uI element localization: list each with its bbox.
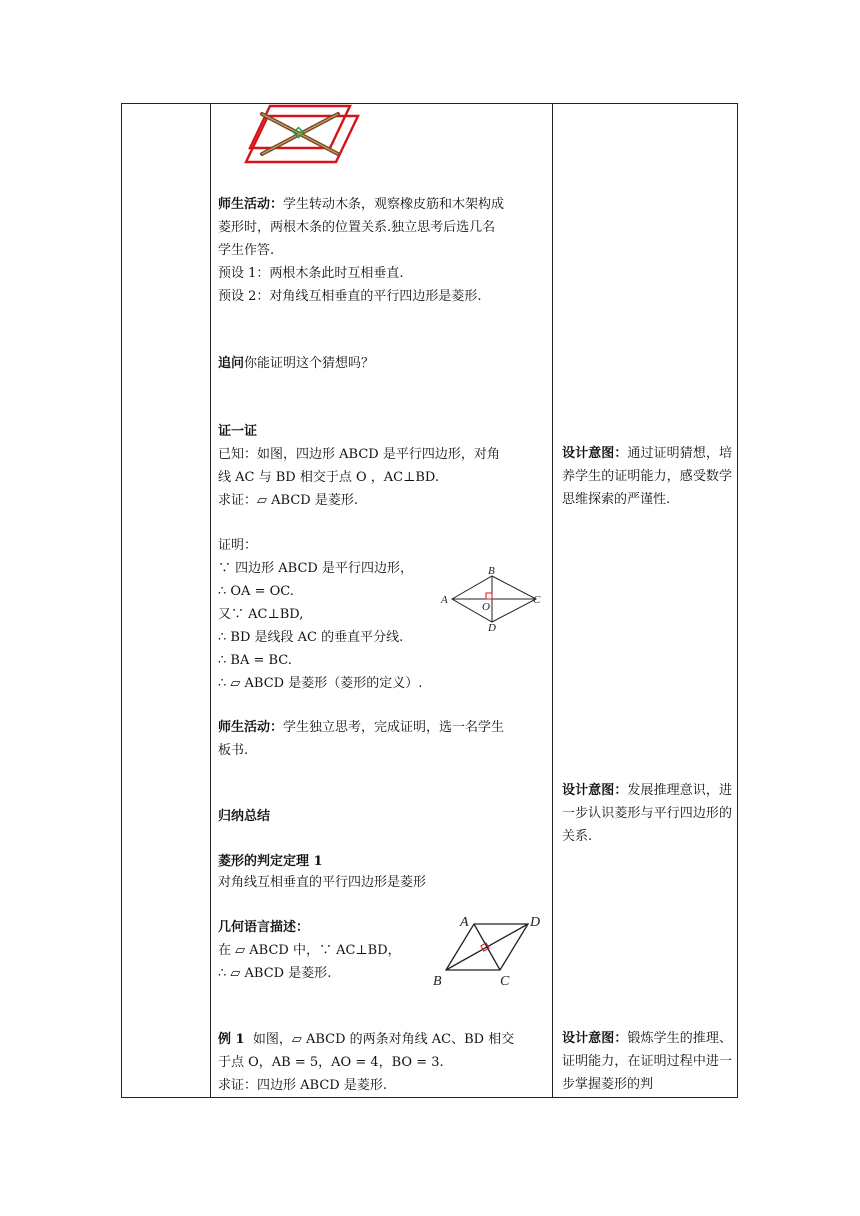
example-line: 求证：四边形 ABCD 是菱形. [218,1078,387,1093]
figure2-label-d: D [530,915,541,930]
design-intent-label: 设计意图： [562,783,628,798]
given-line-2: 线 AC 与 BD 相交于点 O ，AC⊥BD. [218,470,439,485]
design-intent-text: 通过证明猜想，培养学生的证明能力，感受数学思维探索的严谨性. [562,446,732,507]
proof-step: ∴ ▱ ABCD 是菱形（菱形的定义）. [218,676,423,691]
figure2-label-b: B [433,974,442,989]
teacher-activity-line: 菱形时，两根木条的位置关系.独立思考后选几名 [218,220,496,235]
teacher-activity-line: 学生作答. [218,243,275,258]
figure1-label-c: C [533,594,541,606]
teacher-activity-1 [218,195,504,215]
theorem-title: 菱形的判定定理 1 [218,854,323,869]
design-intent-text: 发展推理意识，进一步认识菱形与平行四边形的关系. [562,783,732,844]
proof-step: ∴ BD 是线段 AC 的垂直平分线. [218,630,404,645]
rhombus-figure-2 [430,910,548,990]
geometry-language-title: 几何语言描述： [218,920,310,935]
teacher-activity-label: 师生活动： [218,720,284,735]
follow-up-question [218,354,374,374]
proof-step: ∵ 四边形 ABCD 是平行四边形， [218,561,413,576]
design-intent-label: 设计意图： [562,446,628,461]
figure2-label-a: A [460,915,469,930]
design-intent-3 [562,1027,732,1097]
example-line: 如图，▱ ABCD 的两条对角线 AC、BD 相交 [252,1032,515,1047]
design-intent-text: 锻炼学生的推理、证明能力，在证明过程中进一步掌握菱形的判 [562,1031,732,1092]
to-prove-line: 求证：▱ ABCD 是菱形. [218,493,358,508]
rhombus-figure-1 [440,566,546,632]
column-divider-2 [552,103,553,1098]
proof-step: ∴ BA = BC. [218,653,292,668]
theorem-text: 对角线互相垂直的平行四边形是菱形 [218,875,427,890]
figure1-label-b: B [488,566,495,577]
hypothesis-1: 预设 1：两根木条此时互相垂直. [218,266,404,281]
geometry-language-line: ∴ ▱ ABCD 是菱形. [218,966,332,981]
proof-label: 证明： [218,538,258,553]
figure1-label-a: A [441,594,448,606]
given-line-1: 已知：如图，四边形 ABCD 是平行四边形，对角 [218,447,500,462]
figure2-label-c: C [500,974,510,989]
column-divider-1 [210,103,211,1098]
figure1-label-d: D [488,622,496,632]
teacher-activity-line: 学生转动木条，观察橡皮筋和木架构成 [283,197,505,212]
hypothesis-2: 预设 2：对角线互相垂直的平行四边形是菱形. [218,289,482,304]
follow-up-label: 追问 [218,356,245,371]
example-line: 于点 O，AB = 5，AO = 4，BO = 3. [218,1055,444,1070]
teacher-activity-2 [218,718,504,738]
design-intent-label: 设计意图： [562,1031,628,1046]
teacher-activity-line: 学生独立思考，完成证明，选一名学生 [283,720,505,735]
rotating-sticks-figure [240,104,360,172]
proof-step: 又∵ AC⊥BD, [218,607,304,622]
follow-up-text: 你能证明这个猜想吗？ [244,356,375,371]
design-intent-2 [562,779,732,848]
teacher-activity-line: 板书. [218,743,249,758]
summary-heading: 归纳总结 [218,809,271,824]
geometry-language-line: 在 ▱ ABCD 中，∵ AC⊥BD， [218,943,401,958]
design-intent-1 [562,442,732,511]
example-label: 例 1 [218,1032,245,1047]
figure1-label-o: O [482,601,490,613]
proof-step: ∴ OA = OC. [218,584,294,599]
proof-title: 证一证 [218,424,258,439]
teacher-activity-label: 师生活动： [218,197,284,212]
example-1 [218,1030,514,1050]
